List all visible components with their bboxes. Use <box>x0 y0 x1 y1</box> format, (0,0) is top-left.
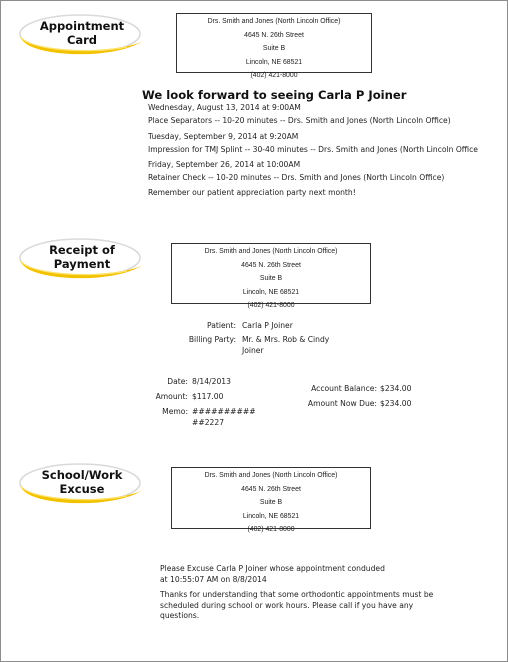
office-suite: Suite B <box>259 275 283 282</box>
patient-value: Carla P Joiner <box>242 321 293 330</box>
office-address-box <box>176 13 372 79</box>
badge-line-1: School/Work <box>41 468 123 482</box>
billing-party-label: Billing Party: <box>188 335 236 344</box>
office-name: Drs. Smith and Jones (North Lincoln Office) <box>207 18 341 25</box>
excuse-text-line-1: Please Excuse Carla P Joiner whose appointment conduded <box>160 564 385 573</box>
office-city: Lincoln, NE 68521 <box>245 58 303 66</box>
appointment-2-date: Tuesday, September 9, 2014 at 9:20AM <box>148 132 299 141</box>
excuse-note-line-2: scheduled during school or work hours. Please call if you have any <box>160 601 414 610</box>
office-phone: (402) 421-8000 <box>247 302 295 309</box>
office-name: Drs. Smith and Jones (North Lincoln Office) <box>204 248 338 255</box>
office-street: 4645 N. 26th Street <box>241 261 301 269</box>
reminder-text: Remember our patient appreciation party next month! <box>148 188 356 197</box>
office-phone: (402) 421-8000 <box>250 72 298 79</box>
office-address-box <box>171 467 371 533</box>
office-street: 4645 N. 26th Street <box>241 485 301 493</box>
appointment-1-detail: Place Separators -- 10-20 minutes -- Drs. Smith and Jones (North Lincoln Office) <box>148 116 451 125</box>
amount-due-value: $234.00 <box>380 399 412 408</box>
excuse-note-line-3: questions. <box>160 611 200 620</box>
badge-line-1: Appointment <box>39 19 125 33</box>
office-phone: (402) 421-8000 <box>247 526 295 533</box>
appointment-card-badge <box>17 11 147 59</box>
excuse-badge-label <box>27 460 137 504</box>
date-value: 8/14/2013 <box>192 377 231 386</box>
amount-value: $117.00 <box>192 392 224 401</box>
badge-line-2: Card <box>66 33 98 47</box>
appointment-3-date: Friday, September 26, 2014 at 10:00AM <box>148 160 301 169</box>
excuse-badge <box>17 460 147 508</box>
amount-due-label: Amount Now Due: <box>307 399 377 408</box>
office-name: Drs. Smith and Jones (North Lincoln Office) <box>204 472 338 479</box>
appointment-2-detail: Impression for TMJ Splint -- 30-40 minutes -- Drs. Smith and Jones (North Lincoln Office <box>148 145 478 154</box>
memo-value-cont: ##2227 <box>192 418 225 427</box>
office-city: Lincoln, NE 68521 <box>242 288 300 296</box>
office-suite: Suite B <box>262 45 286 52</box>
appointment-3-detail: Retainer Check -- 10-20 minutes -- Drs. Smith and Jones (North Lincoln Office) <box>148 173 445 182</box>
badge-line-1: Receipt of <box>49 243 115 257</box>
receipt-badge-label <box>27 235 137 279</box>
date-label: Date: <box>167 377 188 386</box>
excuse-note-line-1: Thanks for understanding that some orthodontic appointments must be <box>160 590 434 599</box>
office-street: 4645 N. 26th Street <box>244 31 304 39</box>
amount-label: Amount: <box>155 392 188 401</box>
billing-party-value: Mr. & Mrs. Rob & Cindy <box>242 335 330 344</box>
badge-line-2: Payment <box>53 257 111 271</box>
patient-label: Patient: <box>207 321 236 330</box>
badge-line-2: Excuse <box>59 482 105 496</box>
appointment-card-badge-label <box>27 11 137 55</box>
billing-party-value-cont: Joiner <box>242 346 264 355</box>
office-address-box <box>171 243 371 309</box>
account-balance-label: Account Balance: <box>311 384 377 393</box>
account-balance-value: $234.00 <box>380 384 412 393</box>
receipt-badge <box>17 235 147 283</box>
memo-label: Memo: <box>162 407 188 416</box>
appointment-heading: We look forward to seeing Carla P Joiner <box>142 88 407 102</box>
office-suite: Suite B <box>259 499 283 506</box>
office-city: Lincoln, NE 68521 <box>242 512 300 520</box>
appointment-1-date: Wednesday, August 13, 2014 at 9:00AM <box>148 103 301 112</box>
excuse-text-line-2: at 10:55:07 AM on 8/8/2014 <box>160 575 267 584</box>
memo-value: ########## <box>192 407 256 416</box>
